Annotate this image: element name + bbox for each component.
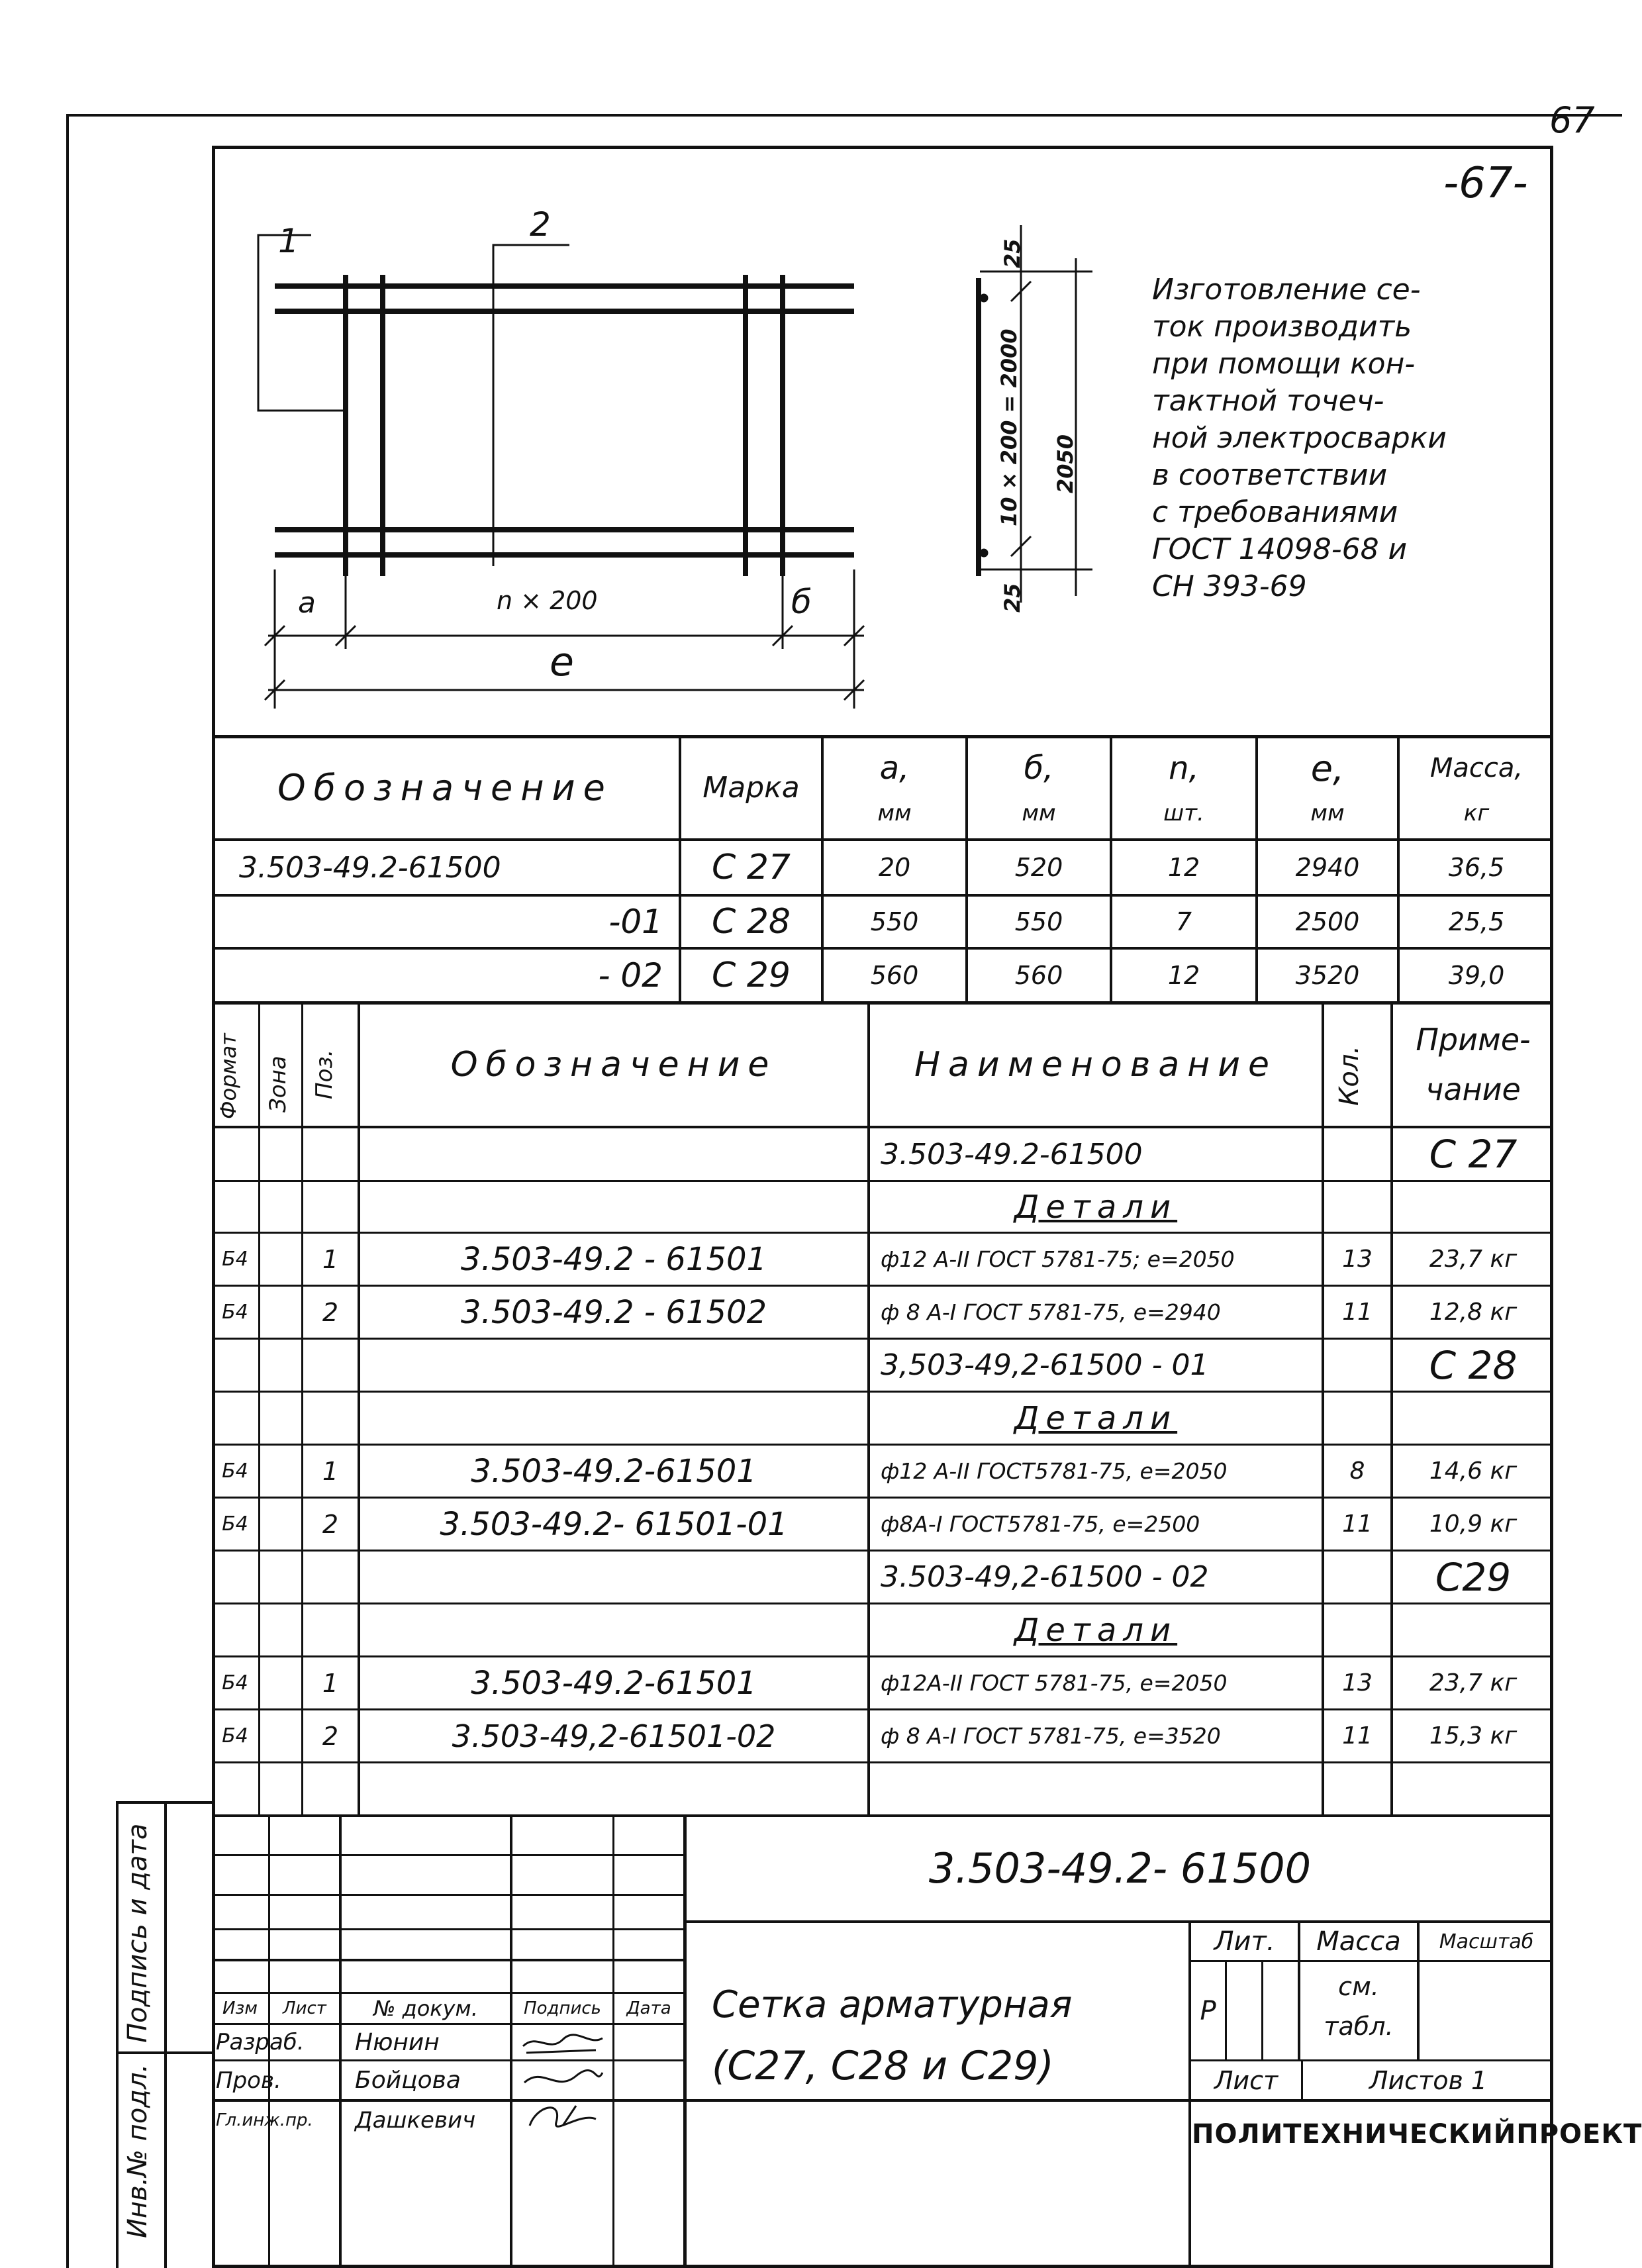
spec-row-note: 23,7 кг [1429, 1246, 1518, 1273]
signature-scribbles [516, 2026, 609, 2145]
title-role: Гл.инж.пр. [216, 2110, 313, 2130]
mark-header-e-unit: мм [1310, 799, 1345, 826]
callout-2: 2 [530, 205, 551, 244]
spec-row-format: Б4 [222, 1459, 248, 1483]
mark-row-a: 550 [870, 907, 919, 936]
title-mass-label: Масса [1316, 1926, 1401, 1957]
spec-row-note: 15,3 кг [1429, 1722, 1518, 1750]
title-person: Дашкевич [355, 2107, 476, 2134]
spec-row-format: Б4 [222, 1724, 248, 1748]
spec-row-note: 12,8 кг [1429, 1299, 1518, 1326]
note-line: с требованиями [1152, 495, 1398, 529]
title-col-sign: Подпись [524, 1998, 601, 2018]
spec-row-designation: 3.503-49.2 - 61502 [460, 1293, 767, 1331]
spec-row-designation: 3.503-49.2-61501 [471, 1664, 757, 1702]
spec-row-qty: 13 [1342, 1669, 1373, 1697]
spec-row-note: 14,6 кг [1429, 1457, 1518, 1485]
title-sheet-label: Лист [1214, 2065, 1279, 2095]
mark-row-a: 20 [878, 853, 911, 882]
title-product-name: Сетка арматурная [712, 1983, 1073, 2026]
title-organization: ПОЛИТЕХНИЧЕСКИЙПРОЕКТ [1192, 2119, 1642, 2149]
spec-row-name: ф8А-I ГОСТ5781-75, e=2500 [881, 1511, 1200, 1537]
mark-header-b-unit: мм [1022, 799, 1056, 826]
title-doc-number: 3.503-49.2- 61500 [928, 1844, 1312, 1893]
mark-row-b: 560 [1014, 961, 1063, 990]
note-line: ток производить [1152, 310, 1412, 344]
dimension-b: б [791, 583, 812, 621]
callout-1: 1 [278, 222, 299, 260]
mark-header-mark: Марка [702, 770, 800, 805]
spec-row-qty: 11 [1342, 1722, 1373, 1750]
spec-row-qty: 11 [1342, 1510, 1373, 1538]
spec-row-pos: 2 [322, 1297, 339, 1327]
spec-row-pos: 1 [322, 1244, 339, 1274]
dimension-e: e [550, 639, 574, 685]
spec-row-designation: 3.503-49.2-61501 [471, 1452, 757, 1490]
stamp-inventory-number: Инв.№ подл. [122, 2063, 153, 2238]
title-scale-label: Масштаб [1439, 1930, 1534, 1953]
spec-row-name: ф 8 А-I ГОСТ 5781-75, e=3520 [881, 1723, 1221, 1749]
title-product-marks: (С27, С28 и С29) [712, 2043, 1054, 2089]
dimension-n200: n × 200 [497, 586, 598, 615]
left-frame-line [66, 114, 69, 2268]
spec-header-note-1: Приме- [1416, 1022, 1531, 1058]
spec-row-pos: 2 [322, 1721, 339, 1751]
spec-row-qty: 11 [1342, 1299, 1373, 1326]
mark-header-mass: Масса, [1429, 753, 1523, 783]
mark-row-mark: С 28 [711, 902, 791, 942]
mark-header-n: n, [1169, 750, 1199, 787]
mark-row-mass: 36,5 [1448, 853, 1505, 882]
mark-row-mass: 39,0 [1448, 961, 1505, 990]
mark-row-n: 7 [1175, 907, 1192, 936]
mark-row-e: 3520 [1295, 961, 1360, 990]
spec-row-qty: 8 [1349, 1457, 1365, 1485]
spec-row-note: С 27 [1429, 1132, 1518, 1177]
spec-header-zone: Зона [265, 1056, 291, 1112]
top-frame-line [66, 114, 1622, 117]
dimension-2050: 2050 [1053, 434, 1078, 493]
mark-row-n: 12 [1167, 853, 1200, 882]
title-person: Бойцова [355, 2067, 461, 2094]
spec-row-name: 3.503-49.2-61500 [881, 1137, 1143, 1171]
spec-row-designation: 3.503-49.2- 61501-01 [440, 1505, 788, 1543]
spec-section-heading: Детали [1014, 1399, 1178, 1437]
spec-row-note: 10,9 кг [1429, 1510, 1518, 1538]
mark-header-a-unit: мм [877, 799, 912, 826]
mark-row-designation: -01 [608, 903, 663, 941]
fabrication-note [1152, 271, 1523, 605]
dimension-25-top: 25 [1000, 238, 1025, 268]
spec-row-format: Б4 [222, 1671, 248, 1695]
title-person: Нюнин [355, 2028, 440, 2056]
mark-header-e: e, [1310, 747, 1345, 789]
dimension-a: a [298, 586, 316, 620]
title-col-date: Дата [626, 1998, 671, 2018]
title-lit-label: Лит. [1214, 1926, 1275, 1957]
corner-page-number: 67 [1549, 99, 1595, 141]
spec-row-pos: 1 [322, 1456, 339, 1486]
title-role: Пров. [216, 2067, 281, 2094]
mark-header-mass-unit: кг [1463, 799, 1490, 826]
spec-header-note-2: чание [1425, 1071, 1521, 1107]
mark-row-mark: С 27 [711, 848, 791, 887]
spec-row-designation: 3.503-49,2-61501-02 [452, 1718, 776, 1754]
mark-header-n-unit: шт. [1163, 799, 1204, 826]
mark-row-a: 560 [870, 961, 919, 990]
title-col-izm: Изм [222, 1998, 258, 2018]
note-line: ной электросварки [1152, 421, 1447, 455]
title-mass-value-1: см. [1338, 1972, 1379, 2001]
mark-row-e: 2500 [1295, 907, 1360, 936]
spec-header-pos: Поз. [311, 1049, 338, 1099]
mark-row-designation: - 02 [598, 956, 663, 995]
spec-header-format: Формат [216, 1033, 241, 1119]
mark-row-n: 12 [1167, 961, 1200, 990]
spec-row-name: ф12 А-II ГОСТ 5781-75; e=2050 [881, 1246, 1235, 1272]
spec-row-name: 3.503-49,2-61500 - 02 [881, 1560, 1209, 1594]
spec-row-pos: 1 [322, 1668, 339, 1698]
mark-header-b: б, [1024, 750, 1054, 787]
spec-row-format: Б4 [222, 1512, 248, 1536]
mark-row-designation: 3.503-49.2-61500 [239, 850, 501, 885]
spec-section-heading: Детали [1014, 1188, 1178, 1226]
spec-row-name: ф12А-II ГОСТ 5781-75, e=2050 [881, 1670, 1228, 1696]
mark-row-mark: С 29 [711, 956, 791, 995]
note-line: тактной точеч- [1152, 384, 1384, 418]
spec-row-note: С29 [1435, 1554, 1512, 1600]
dimension-10x200: 10 × 200 = 2000 [996, 328, 1022, 526]
spec-header-qty: Кол. [1334, 1045, 1365, 1106]
note-line: при помощи кон- [1152, 347, 1416, 381]
spec-row-format: Б4 [222, 1248, 248, 1271]
spec-row-name: ф12 А-II ГОСТ5781-75, e=2050 [881, 1458, 1228, 1484]
title-col-doc: № докум. [373, 1995, 478, 2021]
spec-row-pos: 2 [322, 1509, 339, 1539]
title-sheets-label: Листов 1 [1369, 2065, 1488, 2095]
title-role: Разраб. [216, 2029, 305, 2055]
spec-row-note: С 28 [1429, 1342, 1518, 1388]
spec-row-name: ф 8 А-I ГОСТ 5781-75, e=2940 [881, 1299, 1221, 1325]
mark-row-e: 2940 [1295, 853, 1360, 882]
note-line: в соответствии [1152, 458, 1388, 492]
title-col-list: Лист [283, 1998, 326, 2018]
mark-row-b: 520 [1014, 853, 1063, 882]
mark-row-mass: 25,5 [1448, 907, 1505, 936]
spec-row-format: Б4 [222, 1301, 248, 1324]
spec-row-name: 3,503-49,2-61500 - 01 [881, 1348, 1209, 1382]
note-line: ГОСТ 14098-68 и [1152, 532, 1408, 566]
mark-header-a: a, [879, 750, 910, 787]
mark-header-designation: Обозначение [277, 766, 613, 809]
mark-row-b: 550 [1014, 907, 1063, 936]
spec-section-heading: Детали [1014, 1611, 1178, 1649]
spec-header-name: Наименование [914, 1045, 1278, 1085]
spec-header-designation: Обозначение [450, 1045, 777, 1085]
spec-row-qty: 13 [1342, 1246, 1373, 1273]
stamp-sign-date: Подпись и дата [122, 1823, 153, 2043]
note-line: Изготовление се- [1152, 273, 1421, 307]
title-mass-value-2: табл. [1324, 2012, 1394, 2041]
dimension-25-bottom: 25 [1000, 583, 1025, 613]
page-marker: -67- [1443, 159, 1528, 208]
spec-row-note: 23,7 кг [1429, 1669, 1518, 1697]
note-line: СН 393-69 [1152, 569, 1307, 603]
spec-row-designation: 3.503-49.2 - 61501 [460, 1240, 767, 1278]
title-lit-value: Р [1200, 1995, 1216, 2026]
